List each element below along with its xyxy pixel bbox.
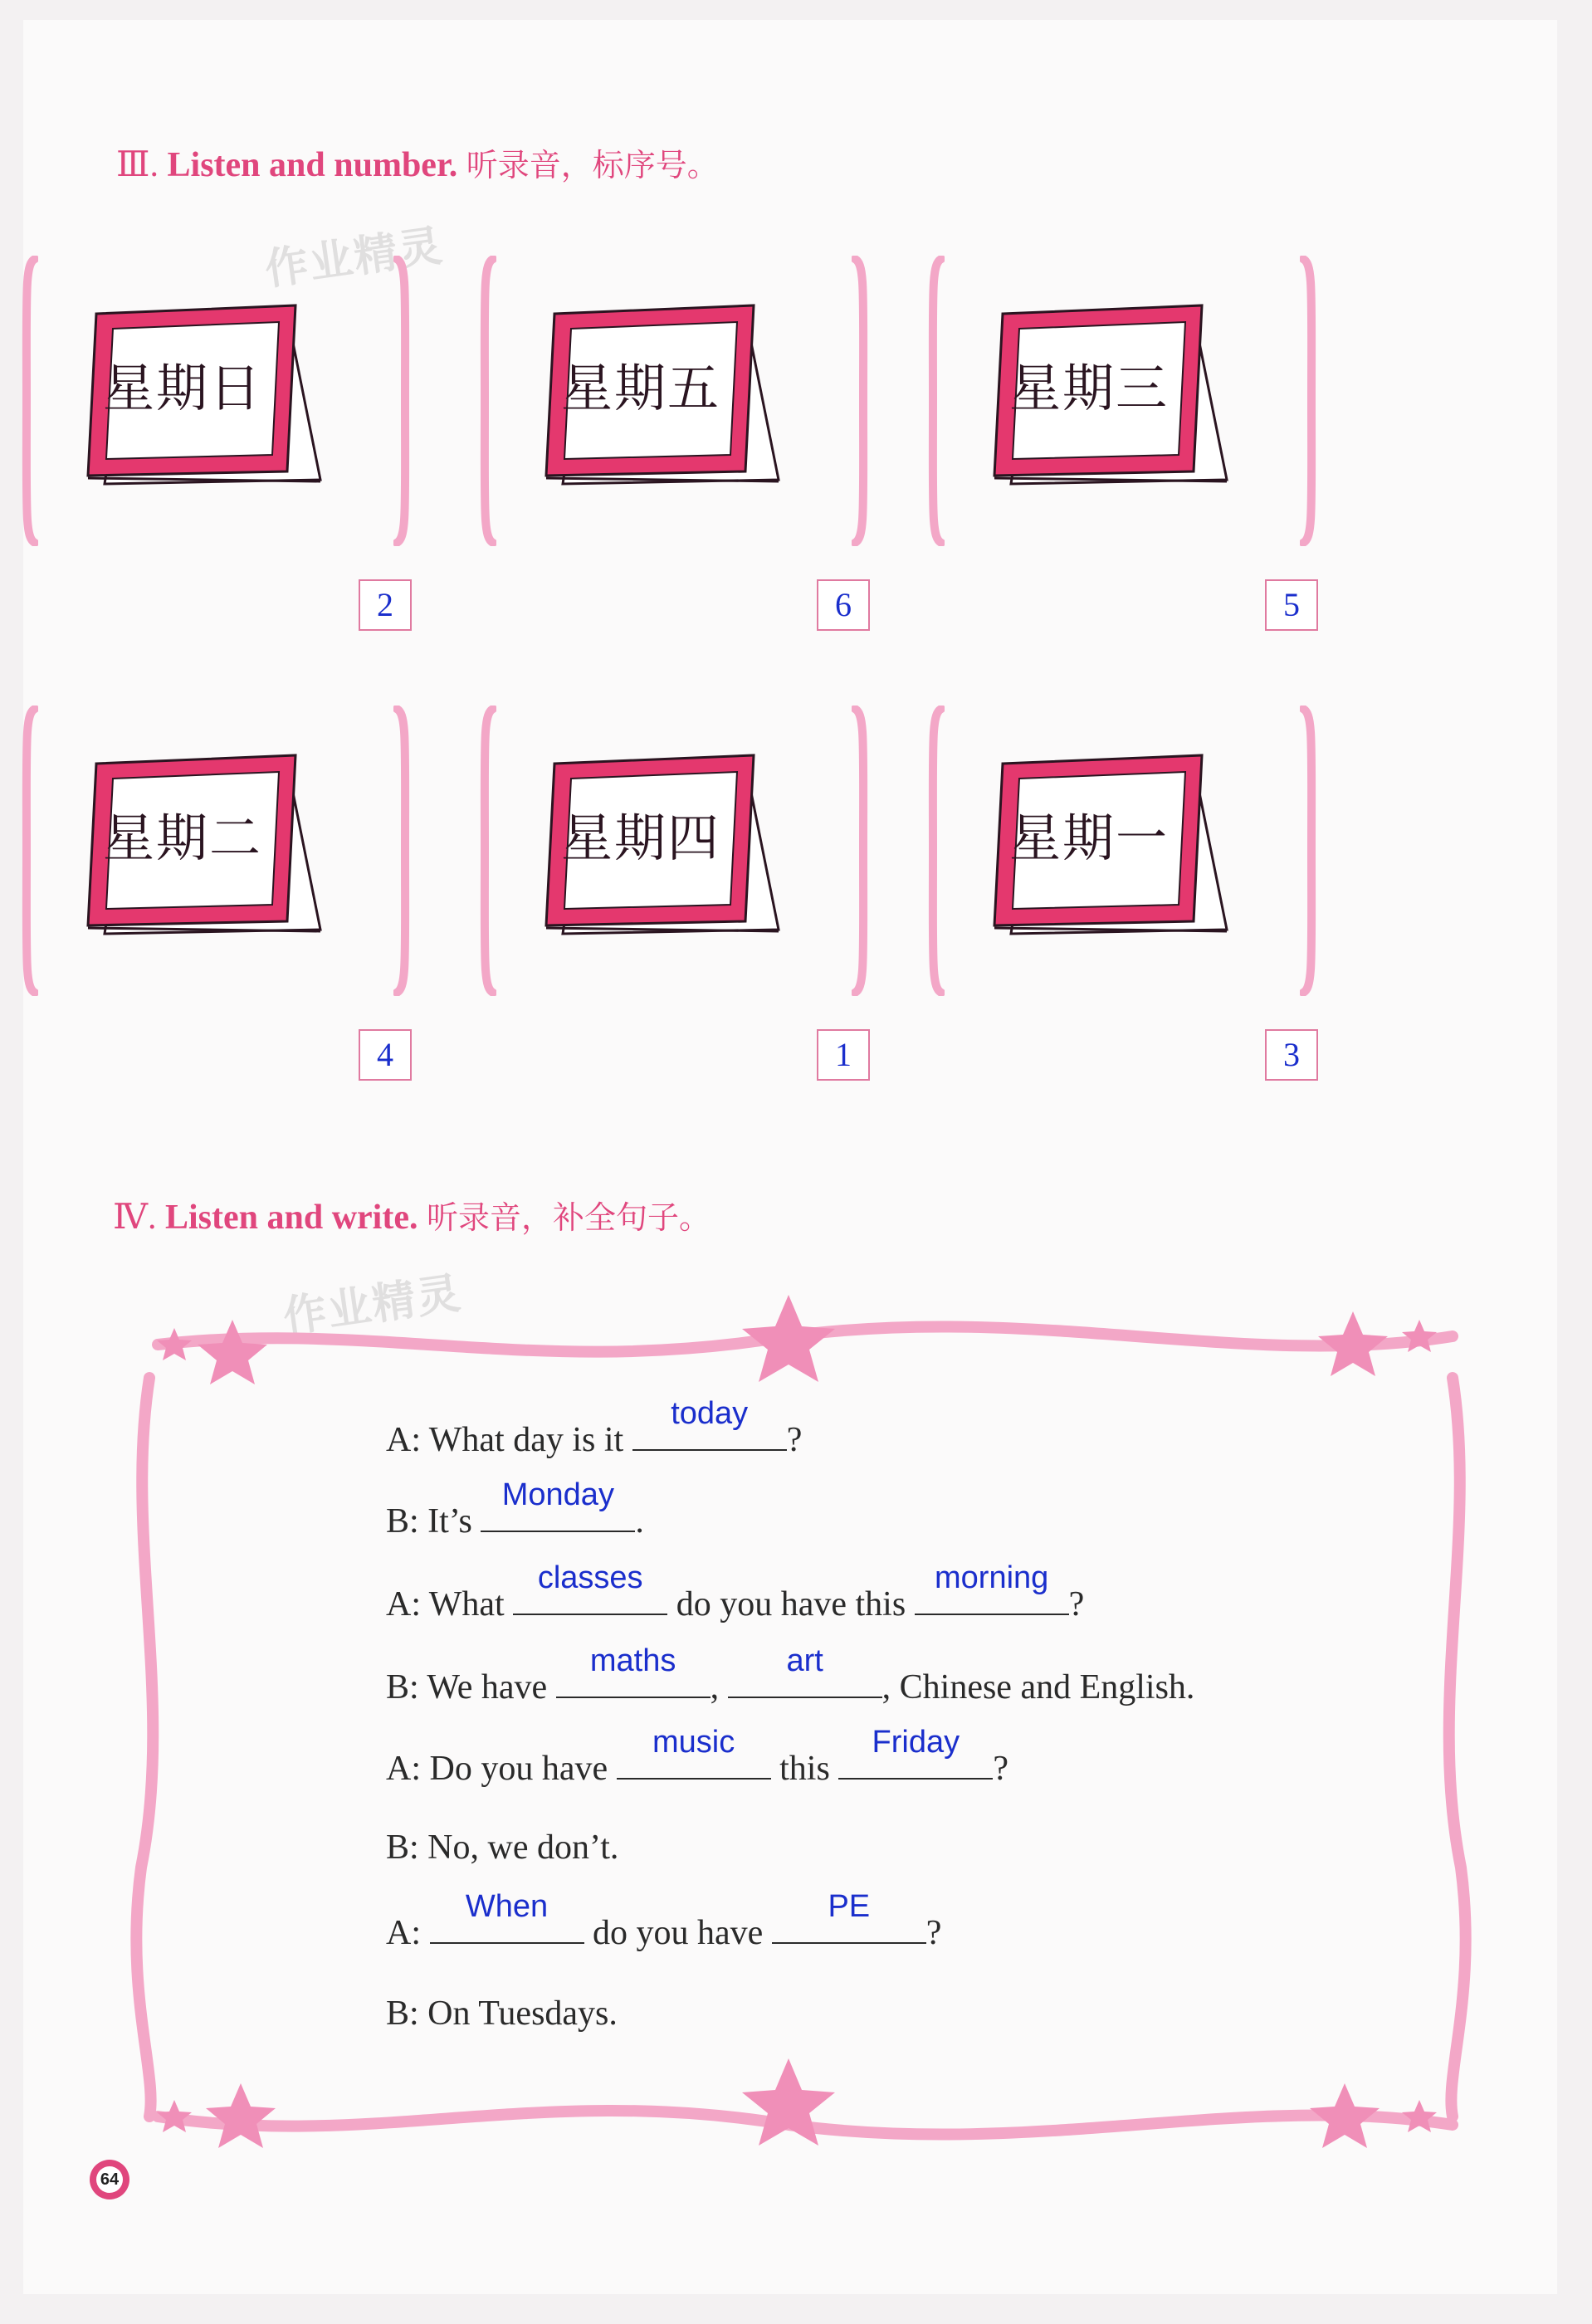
weekday-label: 星期一 [1009, 808, 1170, 868]
answer-blank[interactable]: When [430, 1911, 584, 1944]
calendar-card [12, 256, 410, 546]
weekday-label: 星期日 [103, 358, 263, 418]
answer-blank[interactable]: Friday [838, 1746, 993, 1780]
dialogue-line-5: A: Do you have music this Friday ? [386, 1725, 1008, 1788]
number-answer-box[interactable]: 5 [1265, 579, 1318, 631]
answer-blank[interactable]: PE [772, 1911, 926, 1944]
number-answer-box[interactable]: 4 [359, 1029, 412, 1081]
right-bracket [393, 256, 412, 546]
right-bracket [852, 706, 870, 996]
dialogue-line-7: A: When do you have PE ? [386, 1889, 942, 1952]
calendar-card [918, 256, 1316, 546]
left-bracket [478, 706, 496, 996]
weekday-label: 星期二 [103, 808, 263, 868]
left-bracket [926, 706, 945, 996]
dialogue-line-1: A: What day is it today ? [386, 1396, 803, 1459]
dialogue-line-4: B: We have maths , art , Chinese and English. [386, 1643, 1195, 1706]
section-4-title: Ⅳ. Listen and write. 听录音，补全句子。 [113, 1199, 711, 1237]
number-answer-box[interactable]: 6 [817, 579, 870, 631]
answer-blank[interactable]: Monday [481, 1499, 635, 1532]
answer-blank[interactable]: morning [915, 1582, 1069, 1615]
answer-blank[interactable]: art [728, 1665, 882, 1698]
weekday-label: 星期五 [561, 358, 721, 418]
weekday-label: 星期四 [561, 808, 721, 868]
watermark: 作业精灵 [280, 1268, 465, 1343]
right-bracket [1300, 256, 1318, 546]
number-answer-box[interactable]: 2 [359, 579, 412, 631]
answer-blank[interactable]: classes [513, 1582, 667, 1615]
left-bracket [20, 706, 38, 996]
right-bracket [393, 706, 412, 996]
calendar-card [918, 706, 1316, 996]
weekday-label: 星期三 [1009, 358, 1170, 418]
watermark: 作业精灵 [261, 221, 447, 295]
dialogue-line-6: B: No, we don’t. [386, 1828, 619, 1867]
calendar-card [470, 706, 868, 996]
right-bracket [852, 256, 870, 546]
page-number: 64 [90, 2160, 129, 2200]
answer-blank[interactable]: music [617, 1746, 771, 1780]
answer-blank[interactable]: maths [556, 1665, 711, 1698]
calendar-card [12, 706, 410, 996]
answer-blank[interactable]: today [632, 1418, 787, 1451]
left-bracket [478, 256, 496, 546]
dialogue-line-3: A: What classes do you have this morning ? [386, 1560, 1085, 1623]
number-answer-box[interactable]: 3 [1265, 1029, 1318, 1081]
dialogue-line-8: B: On Tuesdays. [386, 1994, 618, 2033]
left-bracket [926, 256, 945, 546]
left-bracket [20, 256, 38, 546]
number-answer-box[interactable]: 1 [817, 1029, 870, 1081]
dialogue-line-2: B: It’s Monday . [386, 1477, 644, 1540]
right-bracket [1300, 706, 1318, 996]
calendar-card [470, 256, 868, 546]
section-3-title: Ⅲ. Listen and number. 听录音，标序号。 [116, 146, 719, 184]
